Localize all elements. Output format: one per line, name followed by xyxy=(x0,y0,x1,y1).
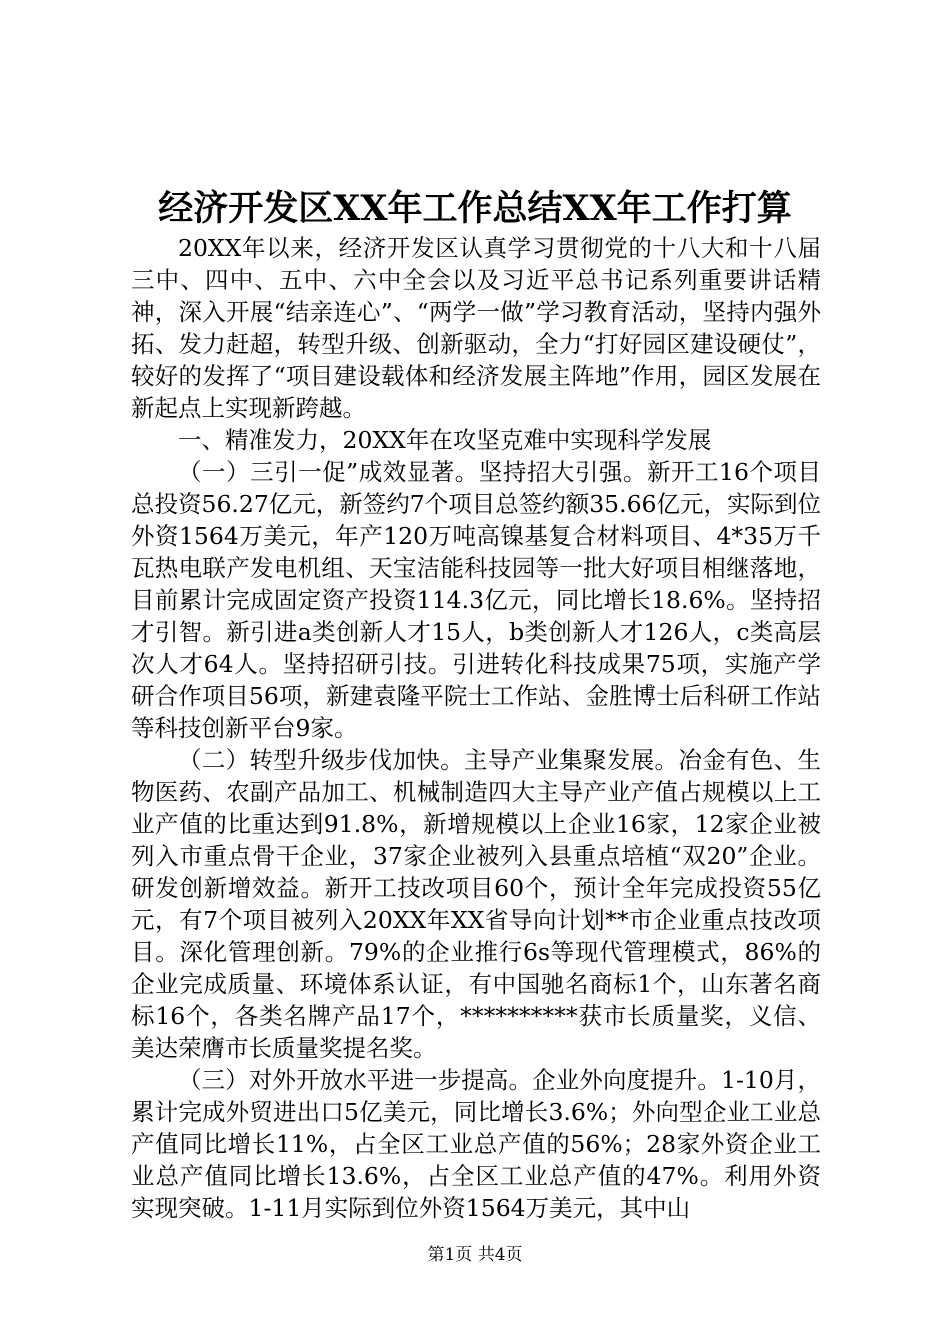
page-number-footer: 第1页 共4页 xyxy=(427,1245,523,1265)
document-body xyxy=(131,232,821,1224)
paragraph-section-3: （三）对外开放水平进一步提高。企业外向度提升。1-10月，累计完成外贸进出口5亿美元，同比增长3.6%；外向型企业工业总产值同比增长11%，占全区工业总产值的56%；28家外资企业工业总产值同比增长13.6%，占全区工业总产值的47%。利用外资实现突破。1-11月实际到位外资1564万美元，其中山 xyxy=(131,1066,821,1222)
section-heading: 一、精准发力，20XX年在攻坚克难中实现科学发展 xyxy=(178,426,712,454)
paragraph-section-2: （二）转型升级步伐加快。主导产业集聚发展。冶金有色、生物医药、农副产品加工、机械制造四大主导产业产值占规模以上工业产值的比重达到91.8%，新增规模以上企业16家，12家企业被列入市重点骨干企业，37家企业被列入县重点培植“双20”企业。研发创新增效益。新开工技改项目60个，预计全年完成投资55亿元，有7个项目被列入20XX年XX省导向计划**市企业重点技改项目。深化管理创新。79%的企业推行6s等现代管理模式，86%的企业完成质量、环境体系认证，有中国驰名商标1个，山东著名商标16个，各类名牌产品17个，**********获市长质量奖，义信、美达荣膺市长质量奖提名奖。 xyxy=(131,746,821,1062)
paragraph-intro: 20XX年以来，经济开发区认真学习贯彻党的十八大和十八届三中、四中、五中、六中全会以及习近平总书记系列重要讲话精神，深入开展“结亲连心”、“两学一做”学习教育活动，坚持内强外拓、发力赶超，转型升级、创新驱动，全力“打好园区建设硬仗”，较好的发挥了“项目建设载体和经济发展主阵地”作用，园区发展在新起点上实现新跨越。 xyxy=(131,234,821,422)
paragraph-section-1: （一）三引一促”成效显著。坚持招大引强。新开工16个项目总投资56.27亿元，新签约7个项目总签约额35.66亿元，实际到位外资1564万美元，年产120万吨高镍基复合材料项目、4*35万千瓦热电联产发电机组、天宝洁能科技园等一批大好项目相继落地，目前累计完成固定资产投资114.3亿元，同比增长18.6%。坚持招才引智。新引进a类创新人才15人，b类创新人才126人，c类高层次人才64人。坚持招研引技。引进转化科技成果75项，实施产学研合作项目56项，新建袁隆平院士工作站、金胜博士后科研工作站等科技创新平台9家。 xyxy=(131,458,822,742)
document-title: 经济开发区XX年工作总结XX年工作打算 xyxy=(158,188,792,229)
